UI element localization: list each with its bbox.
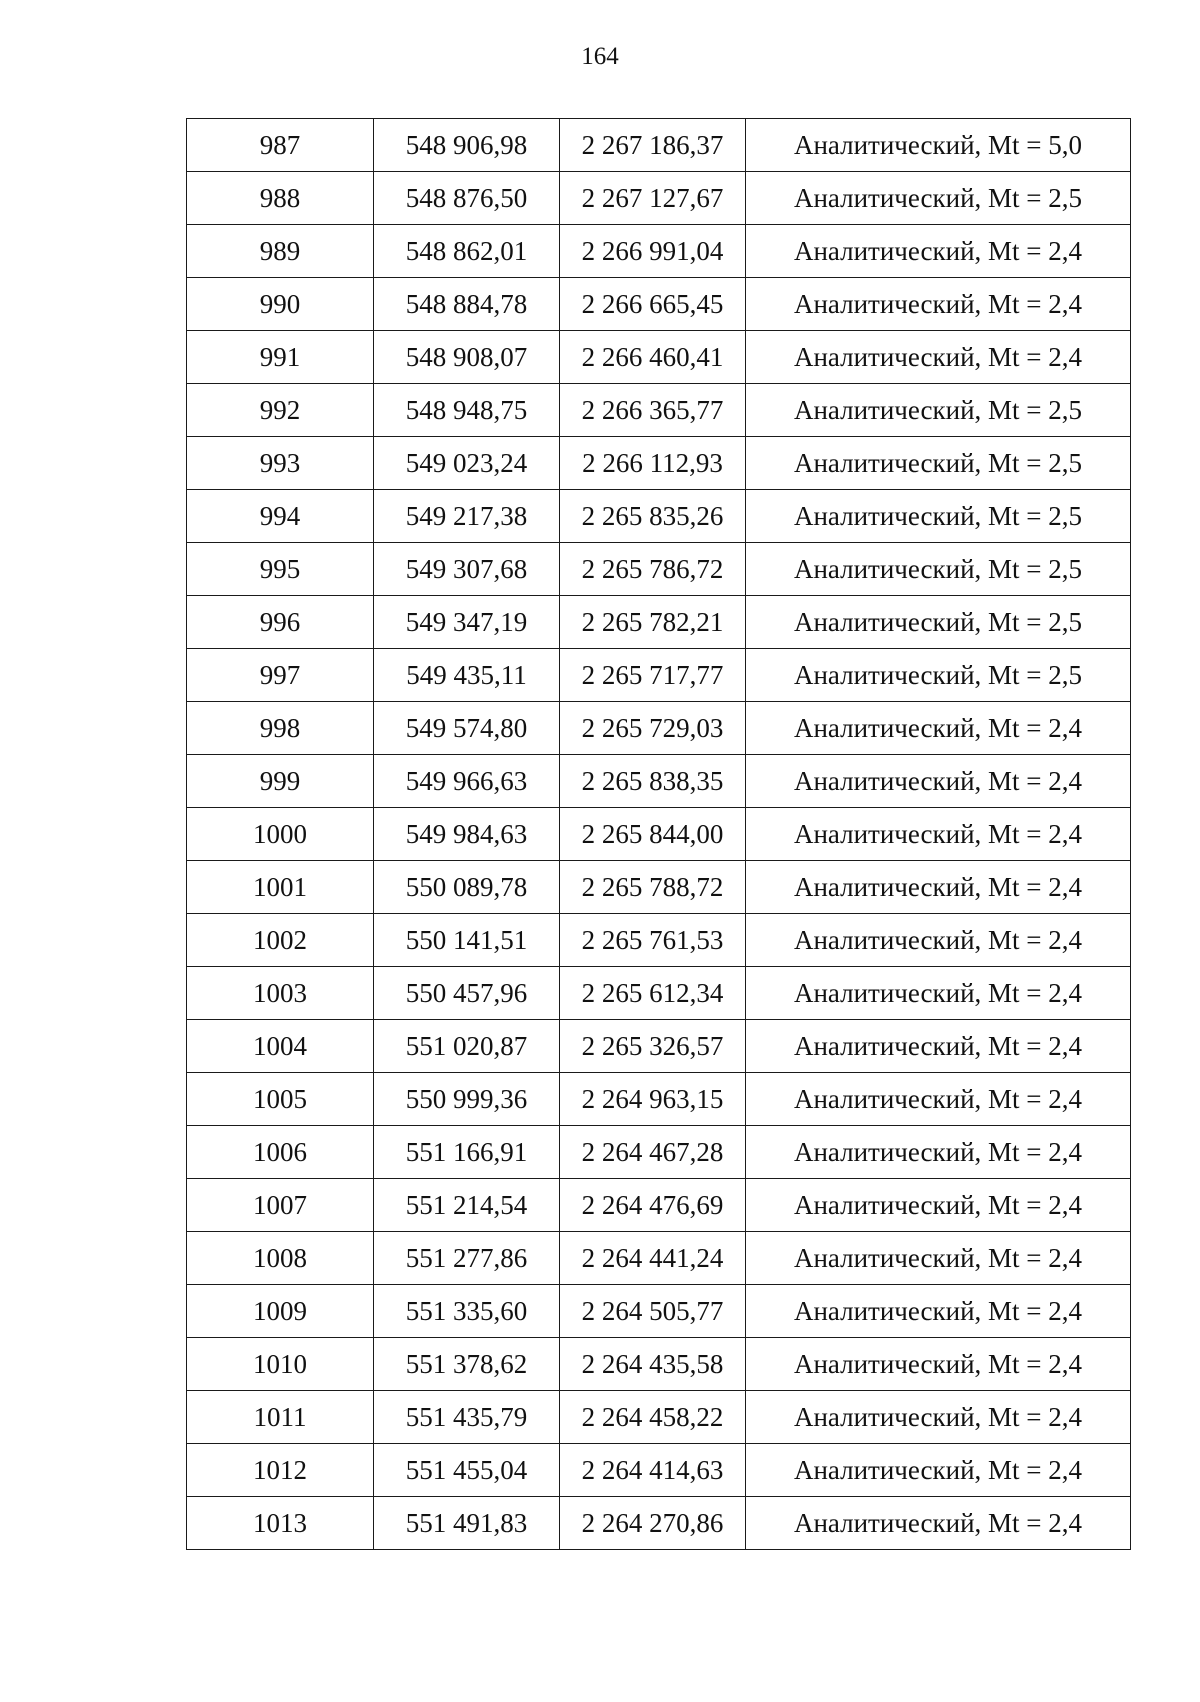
table-row <box>187 331 1131 384</box>
x-coordinate-cell: 549 966,63 <box>374 755 560 808</box>
y-coordinate-cell: 2 266 365,77 <box>560 384 746 437</box>
y-coordinate-cell: 2 266 460,41 <box>560 331 746 384</box>
point-number-cell: 1013 <box>187 1497 374 1550</box>
point-number-cell: 1007 <box>187 1179 374 1232</box>
table-row <box>187 1020 1131 1073</box>
y-coordinate-cell: 2 265 761,53 <box>560 914 746 967</box>
point-number-cell: 1006 <box>187 1126 374 1179</box>
y-coordinate-cell: 2 264 435,58 <box>560 1338 746 1391</box>
x-coordinate-cell: 548 862,01 <box>374 225 560 278</box>
method-cell: Аналитический, Mt = 2,5 <box>746 384 1131 437</box>
point-number-cell: 1003 <box>187 967 374 1020</box>
point-number-cell: 1000 <box>187 808 374 861</box>
y-coordinate-cell: 2 265 612,34 <box>560 967 746 1020</box>
table-row <box>187 119 1131 172</box>
x-coordinate-cell: 550 999,36 <box>374 1073 560 1126</box>
y-coordinate-cell: 2 265 838,35 <box>560 755 746 808</box>
point-number-cell: 989 <box>187 225 374 278</box>
point-number-cell: 987 <box>187 119 374 172</box>
x-coordinate-cell: 551 214,54 <box>374 1179 560 1232</box>
method-cell: Аналитический, Mt = 2,4 <box>746 702 1131 755</box>
point-number-cell: 1005 <box>187 1073 374 1126</box>
table-row <box>187 490 1131 543</box>
point-number-cell: 1004 <box>187 1020 374 1073</box>
point-number-cell: 991 <box>187 331 374 384</box>
x-coordinate-cell: 549 574,80 <box>374 702 560 755</box>
table-row <box>187 967 1131 1020</box>
table-row <box>187 543 1131 596</box>
x-coordinate-cell: 548 876,50 <box>374 172 560 225</box>
method-cell: Аналитический, Mt = 2,4 <box>746 1126 1131 1179</box>
table-body <box>187 119 1131 1550</box>
y-coordinate-cell: 2 266 665,45 <box>560 278 746 331</box>
table-row <box>187 755 1131 808</box>
x-coordinate-cell: 548 884,78 <box>374 278 560 331</box>
method-cell: Аналитический, Mt = 2,5 <box>746 172 1131 225</box>
method-cell: Аналитический, Mt = 2,4 <box>746 1020 1131 1073</box>
method-cell: Аналитический, Mt = 2,4 <box>746 1338 1131 1391</box>
method-cell: Аналитический, Mt = 2,4 <box>746 1073 1131 1126</box>
method-cell: Аналитический, Mt = 2,5 <box>746 596 1131 649</box>
point-number-cell: 988 <box>187 172 374 225</box>
y-coordinate-cell: 2 266 991,04 <box>560 225 746 278</box>
x-coordinate-cell: 551 378,62 <box>374 1338 560 1391</box>
method-cell: Аналитический, Mt = 2,4 <box>746 1285 1131 1338</box>
x-coordinate-cell: 550 457,96 <box>374 967 560 1020</box>
point-number-cell: 994 <box>187 490 374 543</box>
table-row <box>187 914 1131 967</box>
y-coordinate-cell: 2 265 786,72 <box>560 543 746 596</box>
point-number-cell: 1001 <box>187 861 374 914</box>
table-row <box>187 702 1131 755</box>
method-cell: Аналитический, Mt = 2,5 <box>746 437 1131 490</box>
x-coordinate-cell: 549 347,19 <box>374 596 560 649</box>
table-row <box>187 808 1131 861</box>
y-coordinate-cell: 2 264 441,24 <box>560 1232 746 1285</box>
point-number-cell: 997 <box>187 649 374 702</box>
x-coordinate-cell: 548 908,07 <box>374 331 560 384</box>
x-coordinate-cell: 551 491,83 <box>374 1497 560 1550</box>
y-coordinate-cell: 2 264 476,69 <box>560 1179 746 1232</box>
method-cell: Аналитический, Mt = 2,4 <box>746 1391 1131 1444</box>
method-cell: Аналитический, Mt = 2,4 <box>746 331 1131 384</box>
point-number-cell: 996 <box>187 596 374 649</box>
table-row <box>187 384 1131 437</box>
table-row <box>187 437 1131 490</box>
y-coordinate-cell: 2 264 467,28 <box>560 1126 746 1179</box>
table-row <box>187 172 1131 225</box>
x-coordinate-cell: 549 435,11 <box>374 649 560 702</box>
method-cell: Аналитический, Mt = 2,4 <box>746 861 1131 914</box>
x-coordinate-cell: 548 948,75 <box>374 384 560 437</box>
coordinates-table <box>186 118 1131 1550</box>
method-cell: Аналитический, Mt = 2,5 <box>746 490 1131 543</box>
point-number-cell: 1008 <box>187 1232 374 1285</box>
point-number-cell: 1009 <box>187 1285 374 1338</box>
y-coordinate-cell: 2 266 112,93 <box>560 437 746 490</box>
point-number-cell: 992 <box>187 384 374 437</box>
x-coordinate-cell: 551 166,91 <box>374 1126 560 1179</box>
method-cell: Аналитический, Mt = 2,4 <box>746 1232 1131 1285</box>
y-coordinate-cell: 2 265 326,57 <box>560 1020 746 1073</box>
page-number: 164 <box>581 43 619 70</box>
table-row <box>187 861 1131 914</box>
point-number-cell: 998 <box>187 702 374 755</box>
table-row <box>187 1179 1131 1232</box>
table-row <box>187 225 1131 278</box>
x-coordinate-cell: 549 984,63 <box>374 808 560 861</box>
method-cell: Аналитический, Mt = 2,4 <box>746 225 1131 278</box>
y-coordinate-cell: 2 265 844,00 <box>560 808 746 861</box>
y-coordinate-cell: 2 264 505,77 <box>560 1285 746 1338</box>
method-cell: Аналитический, Mt = 2,4 <box>746 808 1131 861</box>
x-coordinate-cell: 551 455,04 <box>374 1444 560 1497</box>
table-row <box>187 1285 1131 1338</box>
x-coordinate-cell: 551 435,79 <box>374 1391 560 1444</box>
method-cell: Аналитический, Mt = 2,4 <box>746 1444 1131 1497</box>
method-cell: Аналитический, Mt = 2,4 <box>746 914 1131 967</box>
y-coordinate-cell: 2 267 127,67 <box>560 172 746 225</box>
x-coordinate-cell: 549 307,68 <box>374 543 560 596</box>
x-coordinate-cell: 549 217,38 <box>374 490 560 543</box>
table-row <box>187 596 1131 649</box>
x-coordinate-cell: 548 906,98 <box>374 119 560 172</box>
x-coordinate-cell: 550 141,51 <box>374 914 560 967</box>
table-row <box>187 1391 1131 1444</box>
point-number-cell: 993 <box>187 437 374 490</box>
method-cell: Аналитический, Mt = 2,4 <box>746 1497 1131 1550</box>
table-row <box>187 649 1131 702</box>
table-row <box>187 1444 1131 1497</box>
y-coordinate-cell: 2 264 414,63 <box>560 1444 746 1497</box>
x-coordinate-cell: 551 335,60 <box>374 1285 560 1338</box>
point-number-cell: 1012 <box>187 1444 374 1497</box>
method-cell: Аналитический, Mt = 2,4 <box>746 755 1131 808</box>
point-number-cell: 1002 <box>187 914 374 967</box>
method-cell: Аналитический, Mt = 2,4 <box>746 1179 1131 1232</box>
y-coordinate-cell: 2 265 717,77 <box>560 649 746 702</box>
y-coordinate-cell: 2 264 458,22 <box>560 1391 746 1444</box>
x-coordinate-cell: 549 023,24 <box>374 437 560 490</box>
method-cell: Аналитический, Mt = 2,5 <box>746 649 1131 702</box>
table-row <box>187 1497 1131 1550</box>
x-coordinate-cell: 550 089,78 <box>374 861 560 914</box>
point-number-cell: 999 <box>187 755 374 808</box>
y-coordinate-cell: 2 264 963,15 <box>560 1073 746 1126</box>
y-coordinate-cell: 2 265 782,21 <box>560 596 746 649</box>
point-number-cell: 995 <box>187 543 374 596</box>
method-cell: Аналитический, Mt = 2,4 <box>746 967 1131 1020</box>
y-coordinate-cell: 2 265 788,72 <box>560 861 746 914</box>
point-number-cell: 1011 <box>187 1391 374 1444</box>
y-coordinate-cell: 2 265 835,26 <box>560 490 746 543</box>
table-row <box>187 1232 1131 1285</box>
table-row <box>187 1126 1131 1179</box>
method-cell: Аналитический, Mt = 2,5 <box>746 543 1131 596</box>
table-row <box>187 278 1131 331</box>
x-coordinate-cell: 551 020,87 <box>374 1020 560 1073</box>
table-row <box>187 1073 1131 1126</box>
y-coordinate-cell: 2 267 186,37 <box>560 119 746 172</box>
method-cell: Аналитический, Mt = 2,4 <box>746 278 1131 331</box>
point-number-cell: 1010 <box>187 1338 374 1391</box>
method-cell: Аналитический, Mt = 5,0 <box>746 119 1131 172</box>
table-row <box>187 1338 1131 1391</box>
x-coordinate-cell: 551 277,86 <box>374 1232 560 1285</box>
point-number-cell: 990 <box>187 278 374 331</box>
y-coordinate-cell: 2 265 729,03 <box>560 702 746 755</box>
y-coordinate-cell: 2 264 270,86 <box>560 1497 746 1550</box>
